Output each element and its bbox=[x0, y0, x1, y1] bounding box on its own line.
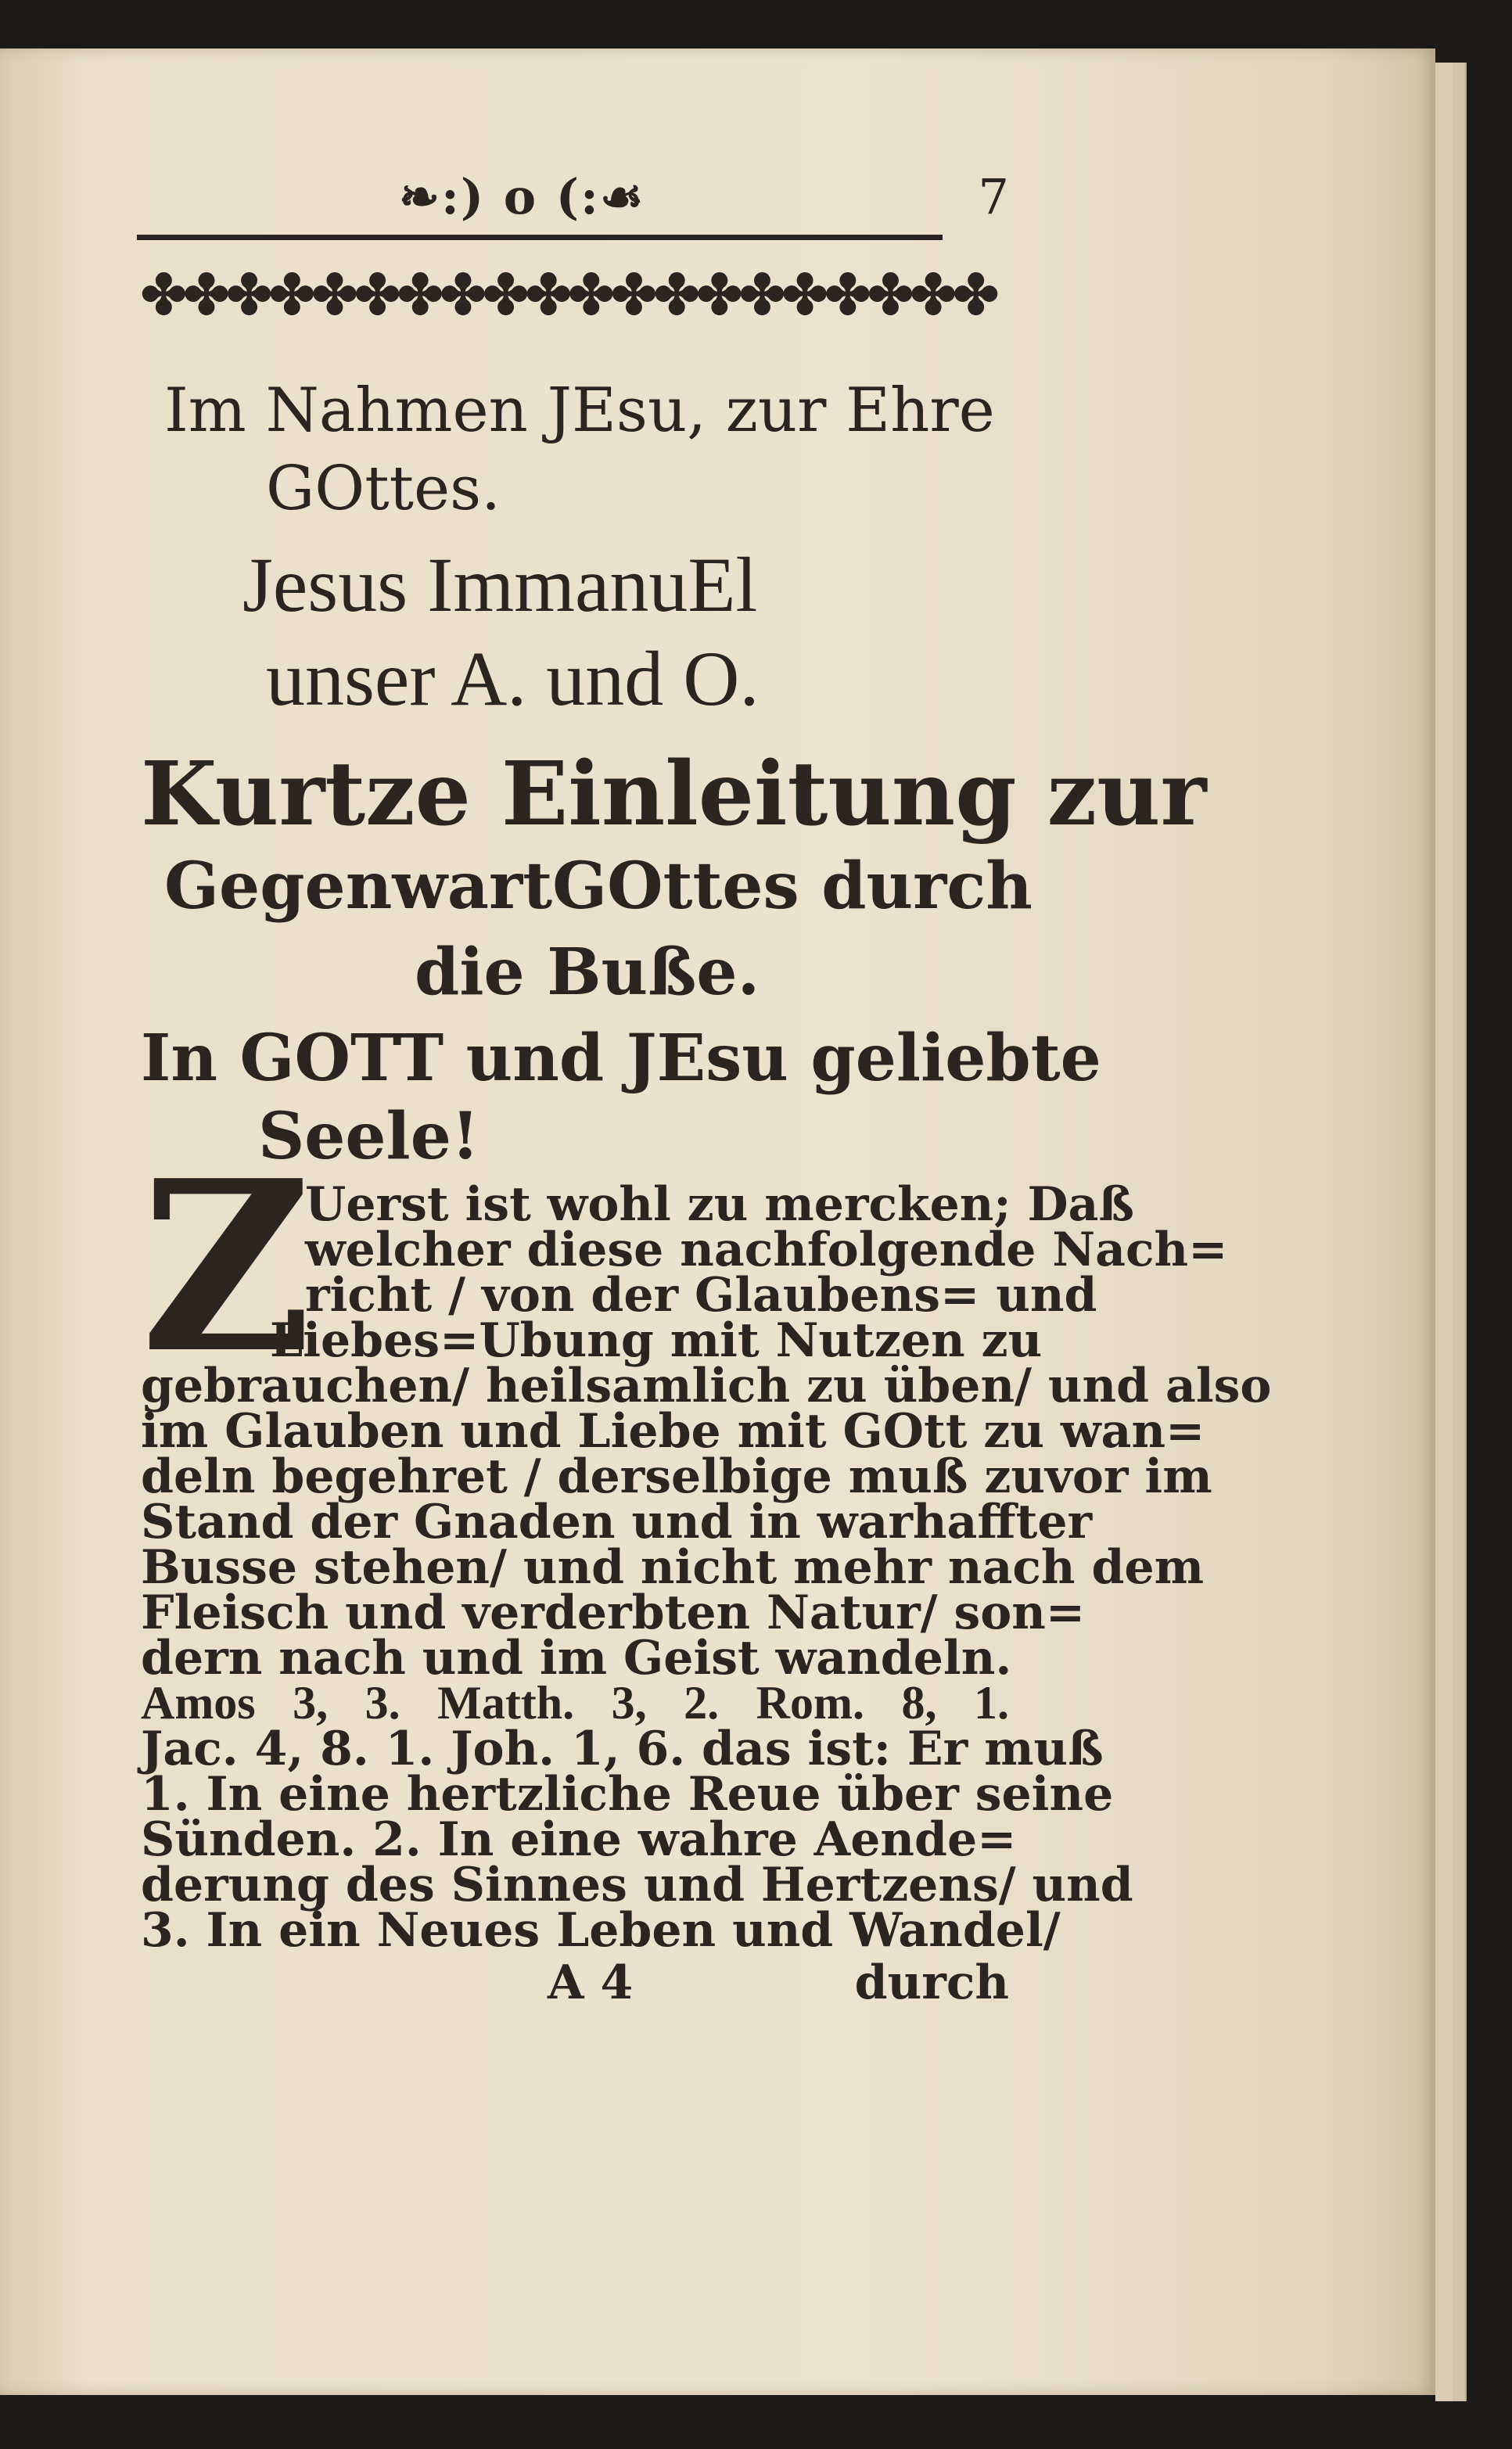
invocation-line: Im Nahmen JEsu, zur Ehre bbox=[164, 375, 995, 446]
ornament-band: ✤✤✤✤✤✤✤✤✤✤✤✤✤✤✤✤✤✤✤✤ bbox=[141, 262, 997, 327]
body-line: 1. In eine hertzliche Reue über seine bbox=[141, 1767, 1114, 1822]
body-line: 3. In ein Neues Leben und Wandel/ bbox=[141, 1903, 1061, 1958]
address-line: In GOTT und JEsu geliebte bbox=[141, 1021, 1101, 1096]
body-line: im Glauben und Liebe mit GOtt zu wan= bbox=[141, 1404, 1205, 1459]
drop-cap: Z bbox=[141, 1129, 312, 1405]
page-number: 7 bbox=[978, 168, 1009, 225]
body-line: Liebes=Ubung mit Nutzen zu bbox=[270, 1313, 1043, 1368]
body-line: dern nach und im Geist wandeln. bbox=[141, 1631, 1012, 1686]
body-line: Sünden. 2. In eine wahre Aende= bbox=[141, 1812, 1017, 1867]
body-line: richt / von der Glaubens= und bbox=[305, 1268, 1097, 1323]
body-line: gebrauchen/ heilsamlich zu üben/ und also bbox=[141, 1359, 1272, 1413]
page-edge bbox=[1453, 63, 1467, 2401]
body-line: welcher diese nachfolgende Nach= bbox=[305, 1223, 1228, 1277]
body-line: Stand der Gnaden und in warhaffter bbox=[141, 1495, 1093, 1549]
motto-line: Jesus ImmanuEl bbox=[242, 541, 758, 628]
motto-line: unser A. und O. bbox=[266, 635, 760, 722]
heading-line: GegenwartGOttes durch bbox=[164, 849, 1033, 924]
body-line: Jac. 4, 8. 1. Joh. 1, 6. das ist: Er muß bbox=[141, 1722, 1104, 1776]
running-head bbox=[141, 168, 1009, 239]
body-line: Uerst ist wohl zu mercken; Daß bbox=[305, 1177, 1134, 1232]
body-line: derung des Sinnes und Hertzens/ und bbox=[141, 1858, 1133, 1912]
body-line: deln begehret / derselbige muß zuvor im bbox=[141, 1449, 1212, 1504]
body-line: Fleisch und verderbten Natur/ son= bbox=[141, 1585, 1086, 1640]
head-rule bbox=[137, 235, 943, 240]
body-line: Amos 3, 3. Matth. 3, 2. Rom. 8, 1. bbox=[141, 1677, 1009, 1729]
invocation-line: GOttes. bbox=[266, 454, 501, 524]
head-ornament: ❧:) o (:☙ bbox=[399, 168, 645, 225]
page-edge bbox=[1435, 63, 1454, 2401]
heading-line: die Buße. bbox=[415, 935, 760, 1010]
signature-mark: A 4 bbox=[548, 1955, 634, 2010]
heading-line: Kurtze Einleitung zur bbox=[141, 743, 1207, 846]
body-line: Busse stehen/ und nicht mehr nach dem bbox=[141, 1540, 1205, 1595]
catchword: durch bbox=[854, 1955, 1009, 2010]
address-line: Seele! bbox=[258, 1099, 479, 1174]
